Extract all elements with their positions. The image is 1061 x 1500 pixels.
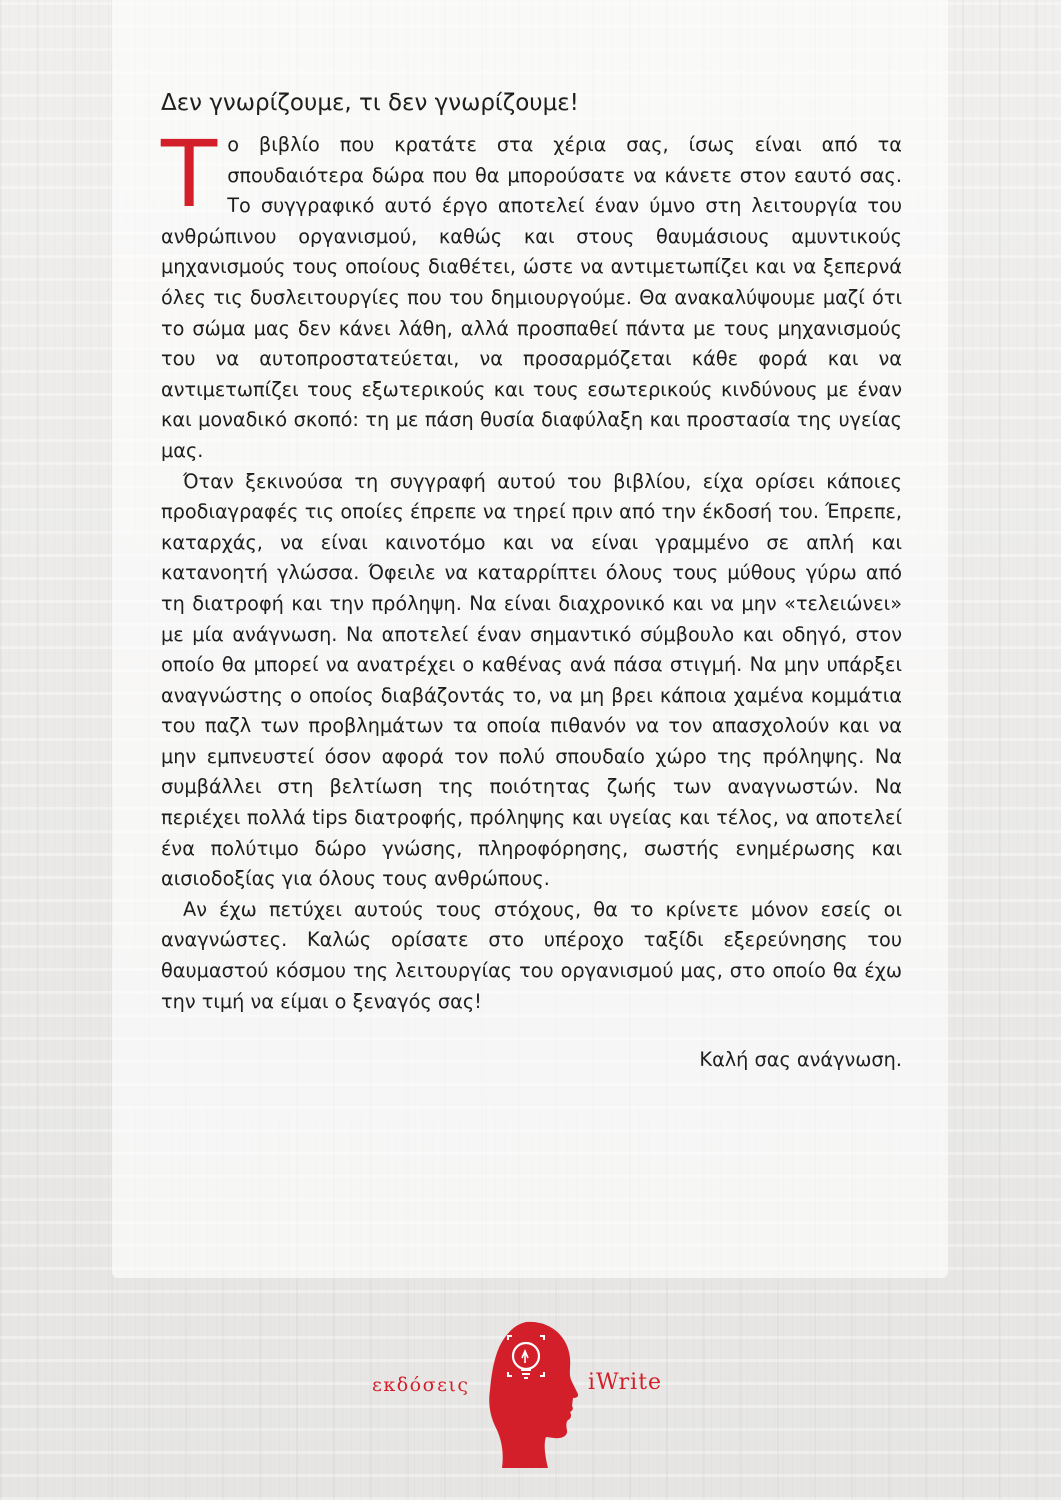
head-with-lightbulb-icon (488, 1318, 578, 1468)
signoff: Καλή σας ανάγνωση. (699, 1048, 902, 1072)
paragraph-3: Αν έχω πετύχει αυτούς τους στόχους, θα το κρίνετε μόνον εσείς οι αναγνώστες. Καλώς ορίσατε στο υπέροχο ταξίδι εξερεύνησης του θαυμαστού κόσμου της λειτουργίας του οργανισμού μας, στο οποίο θα έχω την τιμή να είμαι ο ξεναγός σας! (161, 897, 902, 1013)
paragraph-1-text: ο βιβλίο που κρατάτε στα χέρια σας, ίσως είναι από τα σπουδαιότερα δώρα που θα μπορούσατε να κάνετε στον εαυτό σας. Το συγγραφικό αυτό έργο αποτελεί έναν ύμνο στη λειτουργία του ανθρώπινου οργανισμού, καθώς και στους θαυμάσιους αμυντικούς μηχανισμούς τους οποίους διαθέτει, ώστε να αντιμετωπίζει και να ξεπερνά όλες τις δυσλειτουργίες που του δημιουργούμε. Θα ανακαλύψουμε μαζί ότι το σώμα μας δεν κάνει λάθη, αλλά προσπαθεί πάντα με τους μηχανισμούς του να αυτοπροστατεύεται, να προσαρμόζεται κάθε φορά και να αντιμετωπίζει τους εξωτερικούς και τους εσωτερικούς κινδύνους με έναν και μοναδικό σκοπό: τη με πάση θυσία διαφύλαξη και προστασία της υγείας μας. (161, 133, 902, 462)
drop-cap: Τ (161, 121, 218, 228)
page-title: Δεν γνωρίζουμε, τι δεν γνωρίζουμε! (161, 90, 579, 116)
paragraph-1 (161, 121, 902, 467)
paragraph-2: Όταν ξεκινούσα τη συγγραφή αυτού του βιβλίου, είχα ορίσει κάποιες προδιαγραφές τις οποίες έπρεπε να τηρεί πριν από την έκδοσή του. Έπρεπε, καταρχάς, να είναι καινοτόμο και να είναι γραμμένο σε απλή και κατανοητή γλώσσα. Όφειλε να καταρρίπτει όλους τους μύθους γύρω από τη διατροφή και την πρόληψη. Να είναι διαχρονικό και να μην «τελειώνει» με μία ανάγνωση. Να αποτελεί έναν σημαντικό σύμβουλο και οδηγό, στον οποίο θα μπορεί να ανατρέχει ο καθένας ανά πάσα στιγμή. Να μην υπάρξει αναγνώστης ο οποίος διαβάζοντάς το, να μη βρει κάποια χαμένα κομμάτια του παζλ των προβλημάτων τα οποία πιθανόν να τον απασχολούν και να μην εμπνευστεί όσον αφορά τον πολύ σπουδαίο χώρο της πρόληψης. Να συμβάλλει στη βελτίωση της ποιότητας ζωής των αναγνωστών. Να περιέχει πολλά tips διατροφής, πρόληψης και υγείας και τέλος, να αποτελεί ένα πολύτιμο δώρο γνώσης, πληροφόρησης, σωστής ενημέρωσης και αισιοδοξίας για όλους τους ανθρώπους. (161, 469, 902, 891)
logo-left-text: εκδόσεις (372, 1374, 470, 1396)
publisher-logo (360, 1318, 700, 1468)
page-content (161, 86, 902, 1075)
logo-right-text: iWrite (588, 1370, 663, 1395)
